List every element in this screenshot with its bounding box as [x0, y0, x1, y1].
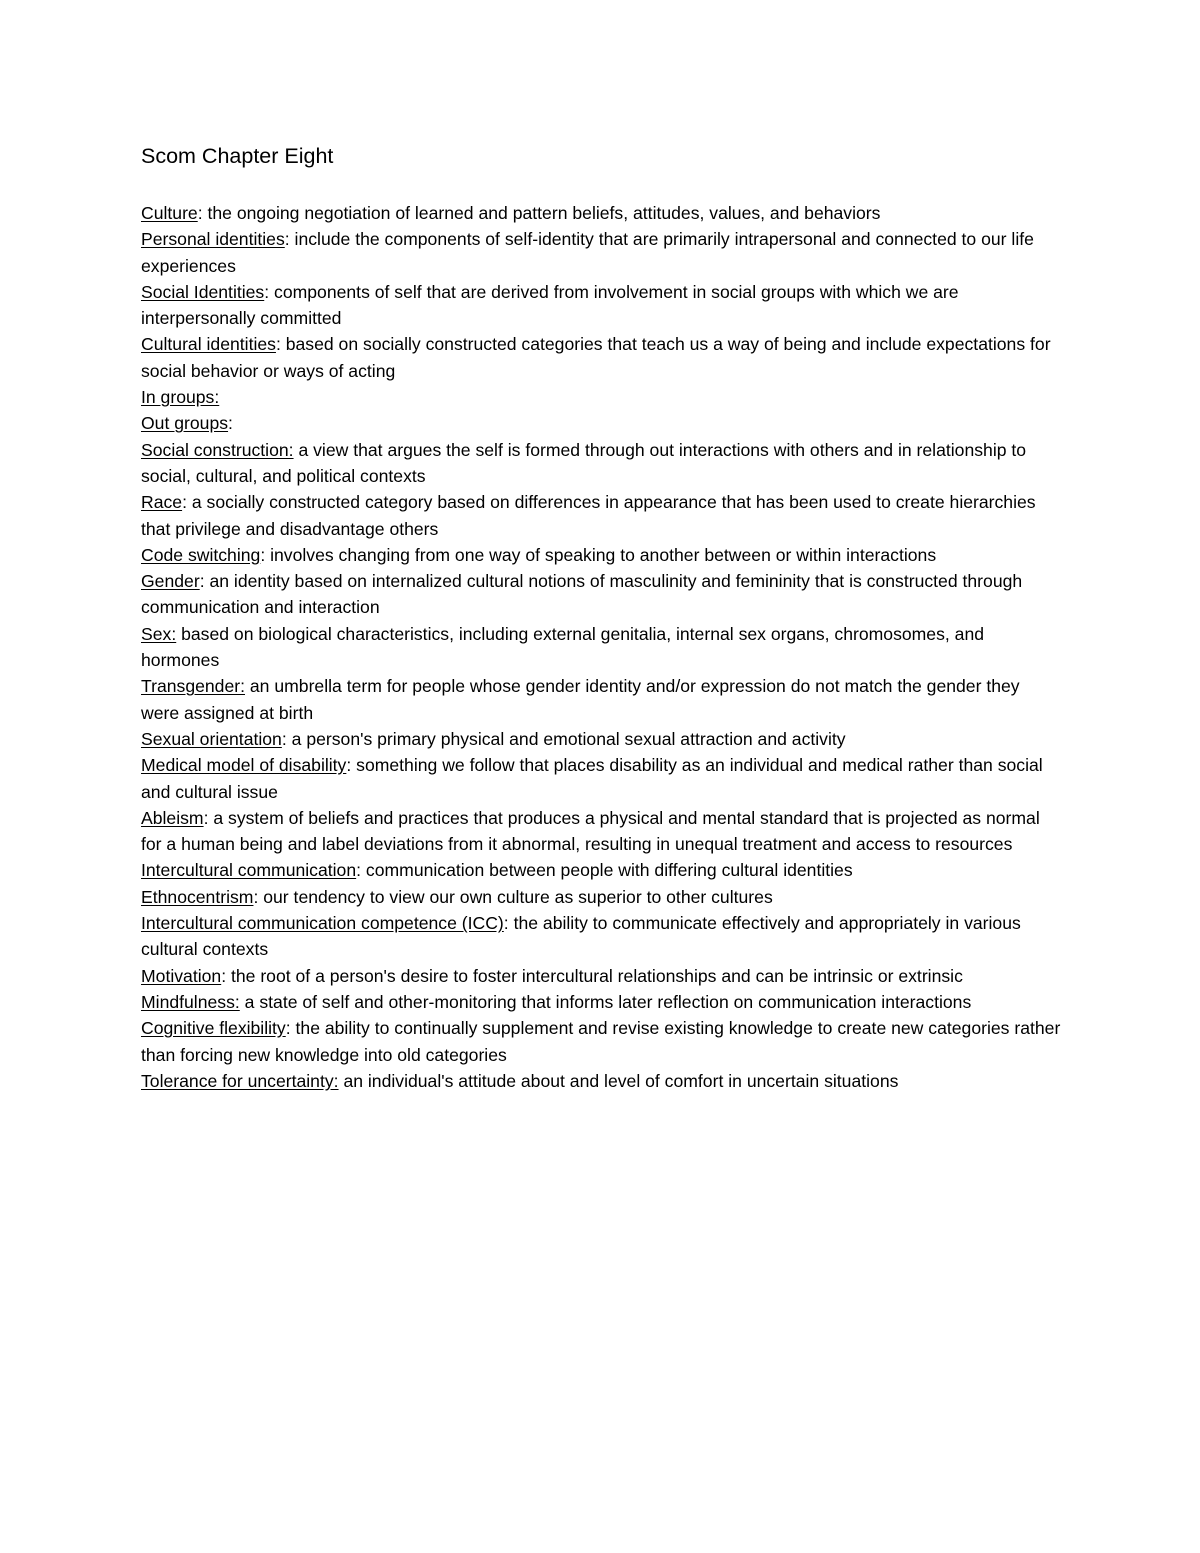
term-separator: :	[281, 728, 292, 749]
term-separator: :	[503, 913, 514, 934]
definition-entry	[141, 673, 1061, 726]
term-label: Culture	[141, 203, 198, 223]
definition-entry	[141, 752, 1061, 805]
definition-text: an individual's attitude about and level of comfort in uncertain situations	[343, 1070, 899, 1091]
definition-text: involves changing from one way of speaking to another between or within interactions	[270, 544, 937, 565]
definition-entry	[141, 568, 1061, 621]
definition-text: include the components of self-identity that are primarily intrapersonal and connected to our life experiences	[141, 229, 1034, 276]
term-separator: :	[284, 229, 295, 250]
definition-text: components of self that are derived from involvement in social groups with which we are interpersonally committed	[141, 281, 959, 329]
term-label: Intercultural communication competence (ICC)	[141, 913, 504, 934]
definition-entry	[141, 989, 1061, 1015]
term-label: Ethnocentrism	[141, 886, 254, 907]
definition-text: an identity based on internalized cultural notions of masculinity and femininity that is constructed through communication and interaction	[141, 571, 1023, 618]
definition-text: an umbrella term for people whose gender identity and/or expression do not match the gender they were assigned at birth	[141, 676, 1020, 723]
term-separator: :	[197, 203, 208, 223]
definition-text: a view that argues the self is formed through out interactions with others and in relationship to social, cultural, and political contexts	[141, 439, 1027, 486]
term-label: Motivation	[141, 965, 222, 986]
definition-entry	[141, 542, 1061, 568]
definition-entry	[141, 437, 1061, 490]
definition-entry	[141, 1015, 1061, 1068]
term-label: In groups:	[141, 387, 220, 408]
definition-entry	[141, 279, 1061, 332]
term-separator: :	[264, 281, 275, 302]
definition-text: our tendency to view our own culture as superior to other cultures	[263, 886, 773, 907]
term-label: Gender	[141, 571, 200, 592]
definition-entry	[141, 726, 1061, 752]
term-separator: :	[285, 1018, 296, 1039]
term-label: Out groups	[141, 413, 229, 434]
term-separator: :	[260, 544, 271, 565]
term-label: Social construction:	[141, 439, 294, 460]
definition-entry	[141, 805, 1061, 858]
term-label: Race	[141, 492, 183, 513]
definition-entry	[141, 910, 1061, 963]
definition-text: the ability to communicate effectively and appropriately in various cultural contexts	[141, 913, 1021, 960]
term-label: Cultural identities	[141, 334, 276, 355]
definition-entry	[141, 200, 1061, 226]
term-separator: :	[182, 492, 192, 513]
term-separator: :	[199, 571, 210, 592]
term-label: Mindfulness:	[141, 991, 240, 1012]
definition-entry	[141, 857, 1061, 883]
definition-entry	[141, 331, 1061, 384]
term-separator: :	[275, 334, 286, 355]
term-label: Tolerance for uncertainty:	[141, 1070, 339, 1091]
term-separator: :	[356, 860, 366, 881]
definition-text: the root of a person's desire to foster intercultural relationships and can be intrinsic or extrinsic	[230, 965, 963, 986]
term-separator: :	[221, 965, 231, 986]
term-label: Sex:	[141, 623, 177, 644]
term-label: Medical model of disability	[141, 755, 347, 776]
definition-text: something we follow that places disability as an individual and medical rather than social and cultural issue	[141, 755, 1043, 802]
term-label: Social Identities	[141, 281, 265, 302]
definition-entry	[141, 489, 1061, 542]
definition-text: a person's primary physical and emotional sexual attraction and activity	[291, 728, 846, 749]
definition-text: a state of self and other-monitoring that informs later reflection on communication interactions	[244, 991, 972, 1012]
definition-text: the ability to continually supplement and revise existing knowledge to create new categories rather than forcing new knowledge into old categories	[141, 1018, 1061, 1065]
term-label: Ableism	[141, 807, 204, 828]
definition-entry	[141, 226, 1061, 279]
definition-text: communication between people with differing cultural identities	[365, 860, 853, 881]
term-separator: :	[346, 755, 357, 776]
definition-text: the ongoing negotiation of learned and pattern beliefs, attitudes, values, and behaviors	[207, 203, 881, 223]
definition-entry	[141, 1068, 1061, 1094]
definition-list	[141, 200, 1061, 1094]
definition-entry	[141, 884, 1061, 910]
term-label: Personal identities	[141, 229, 285, 250]
term-label: Transgender:	[141, 676, 245, 697]
definition-entry	[141, 410, 1061, 436]
term-separator: :	[253, 886, 264, 907]
definition-text: based on biological characteristics, including external genitalia, internal sex organs, chromosomes, and hormones	[141, 623, 985, 671]
term-label: Sexual orientation	[141, 728, 282, 749]
definition-entry	[141, 621, 1061, 674]
definition-text: a system of beliefs and practices that produces a physical and mental standard that is projected as normal for a human being and label deviations from it abnormal, resulting in unequal treatment and access to resources	[141, 807, 1040, 855]
definition-text: a socially constructed category based on differences in appearance that has been used to create hierarchies that privilege and disadvantage others	[141, 492, 1036, 539]
definition-entry	[141, 384, 1061, 410]
term-label: Cognitive flexibility	[141, 1018, 286, 1039]
document-title: Scom Chapter Eight	[141, 144, 334, 168]
definition-entry	[141, 963, 1061, 989]
term-label: Intercultural communication	[141, 860, 357, 881]
term-separator: :	[203, 807, 214, 828]
term-label: Code switching	[141, 544, 261, 565]
definition-text: based on socially constructed categories that teach us a way of being and include expectations for social behavior or ways of acting	[141, 334, 1051, 381]
term-separator: :	[228, 413, 233, 434]
